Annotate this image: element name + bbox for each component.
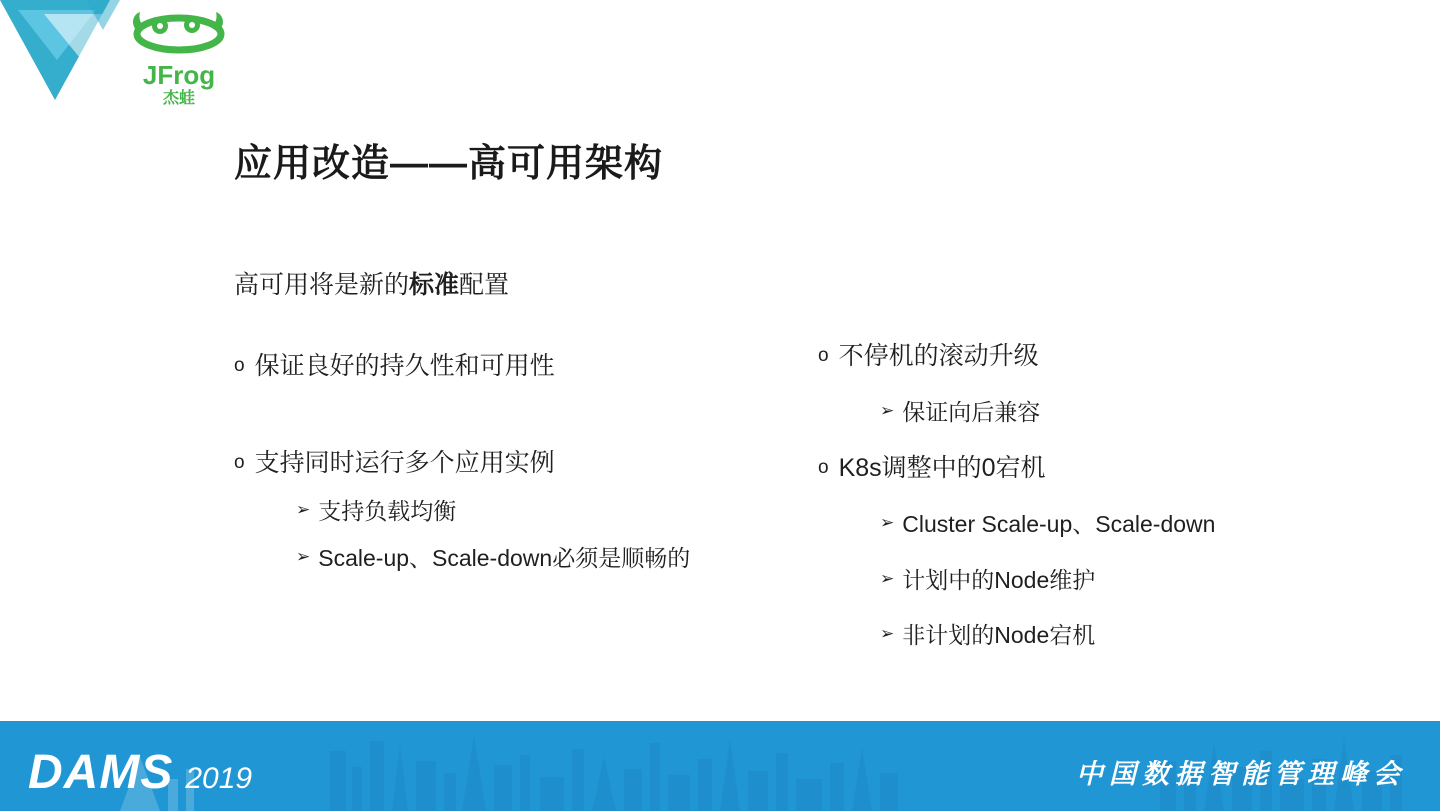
- footer-banner: [0, 721, 1440, 811]
- list-item: [234, 449, 794, 478]
- list-item: [234, 352, 794, 381]
- spacer: [818, 594, 1388, 622]
- sub-list-item: [296, 498, 794, 526]
- list-item-label: 不停机的滚动升级: [838, 342, 1039, 370]
- dams-brand: DAMS: [28, 746, 174, 799]
- lead-part-1: 高可用将是新的: [234, 271, 410, 299]
- sub-list-item-label: 计划中的Node维护: [902, 566, 1096, 593]
- sub-list-item-label: 非计划的Node宕机: [902, 622, 1096, 649]
- logo-wordmark: JFrog: [142, 60, 216, 90]
- arrow-bullet-icon: ➢: [880, 624, 895, 644]
- conference-name: 中国数据智能管理峰会: [1076, 759, 1406, 789]
- sub-list-item-label: Cluster Scale-up、Scale-down: [902, 511, 1216, 538]
- list-item-label: K8s调整中的0宕机: [838, 454, 1046, 483]
- arrow-bullet-icon: ➢: [296, 547, 311, 567]
- circle-bullet-icon: o: [818, 345, 829, 366]
- list-item-label: 支持同时运行多个应用实例: [254, 448, 555, 477]
- list-item-label: 保证良好的持久性和可用性: [254, 352, 555, 380]
- spacer: [234, 525, 794, 545]
- decorative-triangle-mark: [0, 0, 120, 112]
- lead-part-2: 配置: [459, 271, 510, 299]
- spacer: [818, 371, 1388, 399]
- dams-logo: [28, 746, 253, 799]
- circle-bullet-icon: o: [234, 451, 245, 473]
- list-item: [818, 342, 1388, 371]
- arrow-bullet-icon: ➢: [296, 499, 311, 519]
- list-item: [818, 454, 1388, 483]
- lead-emphasis: 标准: [409, 271, 460, 299]
- dams-year: 2019: [185, 762, 253, 795]
- sub-list-item: [880, 567, 1388, 595]
- spacer: [234, 381, 794, 415]
- spacer: [818, 426, 1388, 454]
- arrow-bullet-icon: ➢: [880, 513, 895, 533]
- circle-bullet-icon: o: [234, 355, 245, 376]
- left-column: [234, 352, 794, 573]
- spacer: [234, 415, 794, 449]
- logo-chinese-name: 杰蛙: [162, 90, 196, 107]
- sub-list-item-label: Scale-up、Scale-down必须是顺畅的: [318, 545, 691, 572]
- sub-list-item: [880, 511, 1388, 539]
- jfrog-logo: [120, 8, 238, 108]
- arrow-bullet-icon: ➢: [880, 400, 895, 420]
- spacer: [818, 483, 1388, 511]
- arrow-bullet-icon: ➢: [880, 568, 895, 588]
- page-title: 应用改造——高可用架构: [234, 143, 664, 185]
- spacer: [234, 478, 794, 498]
- circle-bullet-icon: o: [818, 457, 829, 479]
- sub-list-item-label: 保证向后兼容: [902, 398, 1041, 425]
- sub-list-item-label: 支持负载均衡: [318, 497, 457, 524]
- spacer: [818, 539, 1388, 567]
- lead-line: [234, 265, 509, 301]
- sub-list-item: [880, 622, 1388, 650]
- right-column: [818, 342, 1388, 650]
- sub-list-item: [880, 399, 1388, 427]
- sub-list-item: [296, 545, 794, 573]
